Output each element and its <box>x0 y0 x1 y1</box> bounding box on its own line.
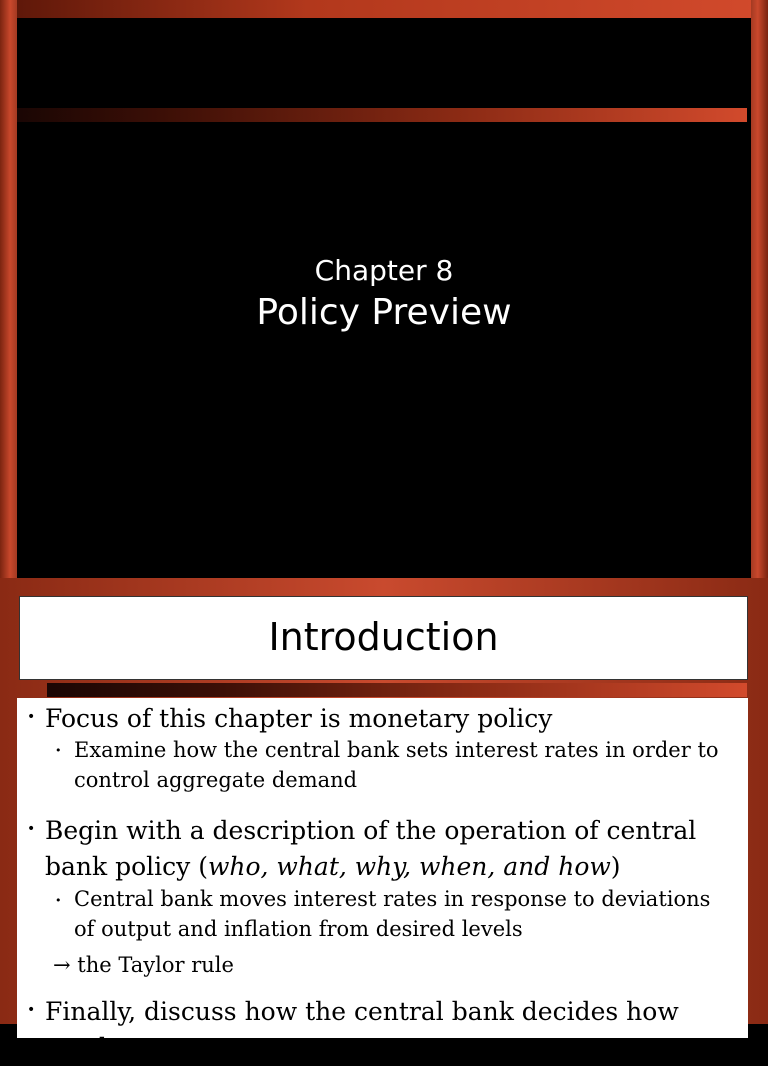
bullet-level1: Finally, discuss how the central bank decides how much <box>45 997 679 1062</box>
slide-title: Introduction <box>268 615 499 659</box>
introduction-slide <box>0 578 768 1062</box>
bullet-icon: • <box>27 821 36 837</box>
bullet-icon: • <box>27 1002 36 1018</box>
title-box <box>19 596 748 680</box>
arrow-note <box>53 953 234 977</box>
chapter-number: Chapter 8 <box>314 254 454 287</box>
bullet-icon: • <box>27 709 36 725</box>
decorative-divider-bar <box>17 108 747 122</box>
right-border-bar <box>751 0 768 578</box>
bullet-italic-text: who, what, why, when, and how <box>207 852 611 881</box>
bullet-level1 <box>45 813 735 885</box>
arrow-note-text: the Taylor rule <box>77 953 234 977</box>
bullet-text-end: ) <box>610 852 621 881</box>
sub-bullet-icon: • <box>55 744 62 757</box>
top-border-bar <box>0 0 768 18</box>
left-border-bar <box>0 0 17 578</box>
bullet-level2: Central bank moves interest rates in response to deviations of output and inflation from desired levels <box>74 887 711 941</box>
decorative-divider-bar <box>47 683 747 697</box>
content-area <box>17 698 748 1062</box>
arrow-icon: → <box>53 953 71 977</box>
slide-title: Policy Preview <box>256 292 512 333</box>
bullet-level2: Examine how the central bank sets interest rates in order to control aggregate demand <box>74 738 719 792</box>
bullet-level1: Focus of this chapter is monetary policy <box>45 704 553 733</box>
sub-bullet-icon: • <box>55 894 62 907</box>
bullet-text: Begin with a description of the operation of central bank policy ( <box>45 816 697 881</box>
